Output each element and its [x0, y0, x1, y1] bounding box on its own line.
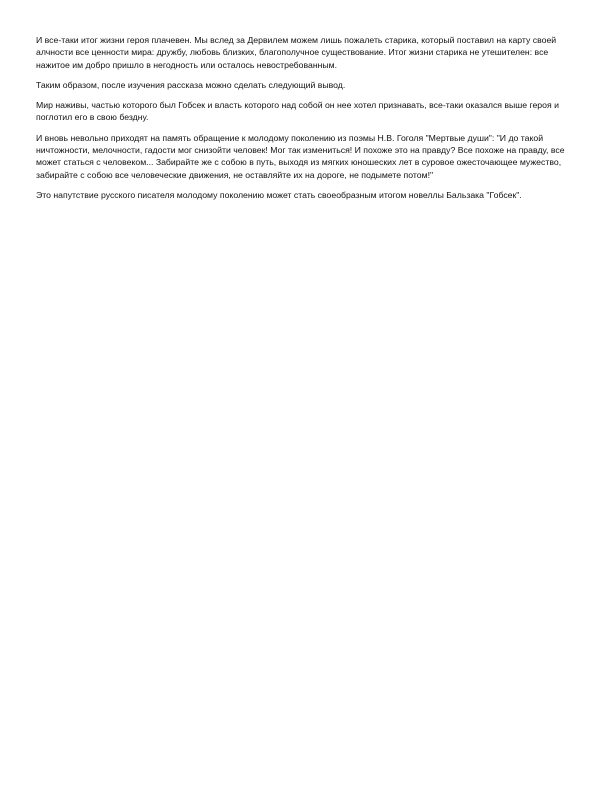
paragraph-conclusion-fate: И все-таки итог жизни героя плачевен. Мы вслед за Дервилем можем лишь пожалеть старика, который поставил на карту своей алчности все ценности мира: дружбу, любовь близких, благополучное существование. Итог жизни старика не утешителен: все нажитое им добро пришло в негодность или осталось невостребованным.: [36, 35, 557, 70]
paragraph-summary-intro: Таким образом, после изучения рассказа можно сделать следующий вывод.: [36, 79, 346, 90]
document-body: [36, 34, 576, 209]
paragraph-world-of-greed: Мир наживы, частью которого был Гобсек и власть которого над собой он нее хотел признавать, все-таки оказался выше героя и поглотил его в свою бездну.: [36, 100, 559, 123]
paragraph-gogol-quote: И вновь невольно приходят на память обращение к молодому поколению из поэмы Н.В. Гоголя "Мертвые души": "И до такой ничтожности, мелочности, гадости мог снизойти человек! Мог так измениться! И похоже это на правду? Все похоже на правду, все может статься с человеком... Забирайте же с собою в путь, выходя из мягких юношеских лет в суровое ожесточающее мужество, забирайте с собою все человеческие движения, не оставляйте их на дороге, не подымете потом!": [36, 132, 565, 180]
paragraph-final-remark: Это напутствие русского писателя молодому поколению может стать своеобразным итогом новеллы Бальзака "Гобсек".: [36, 189, 522, 200]
